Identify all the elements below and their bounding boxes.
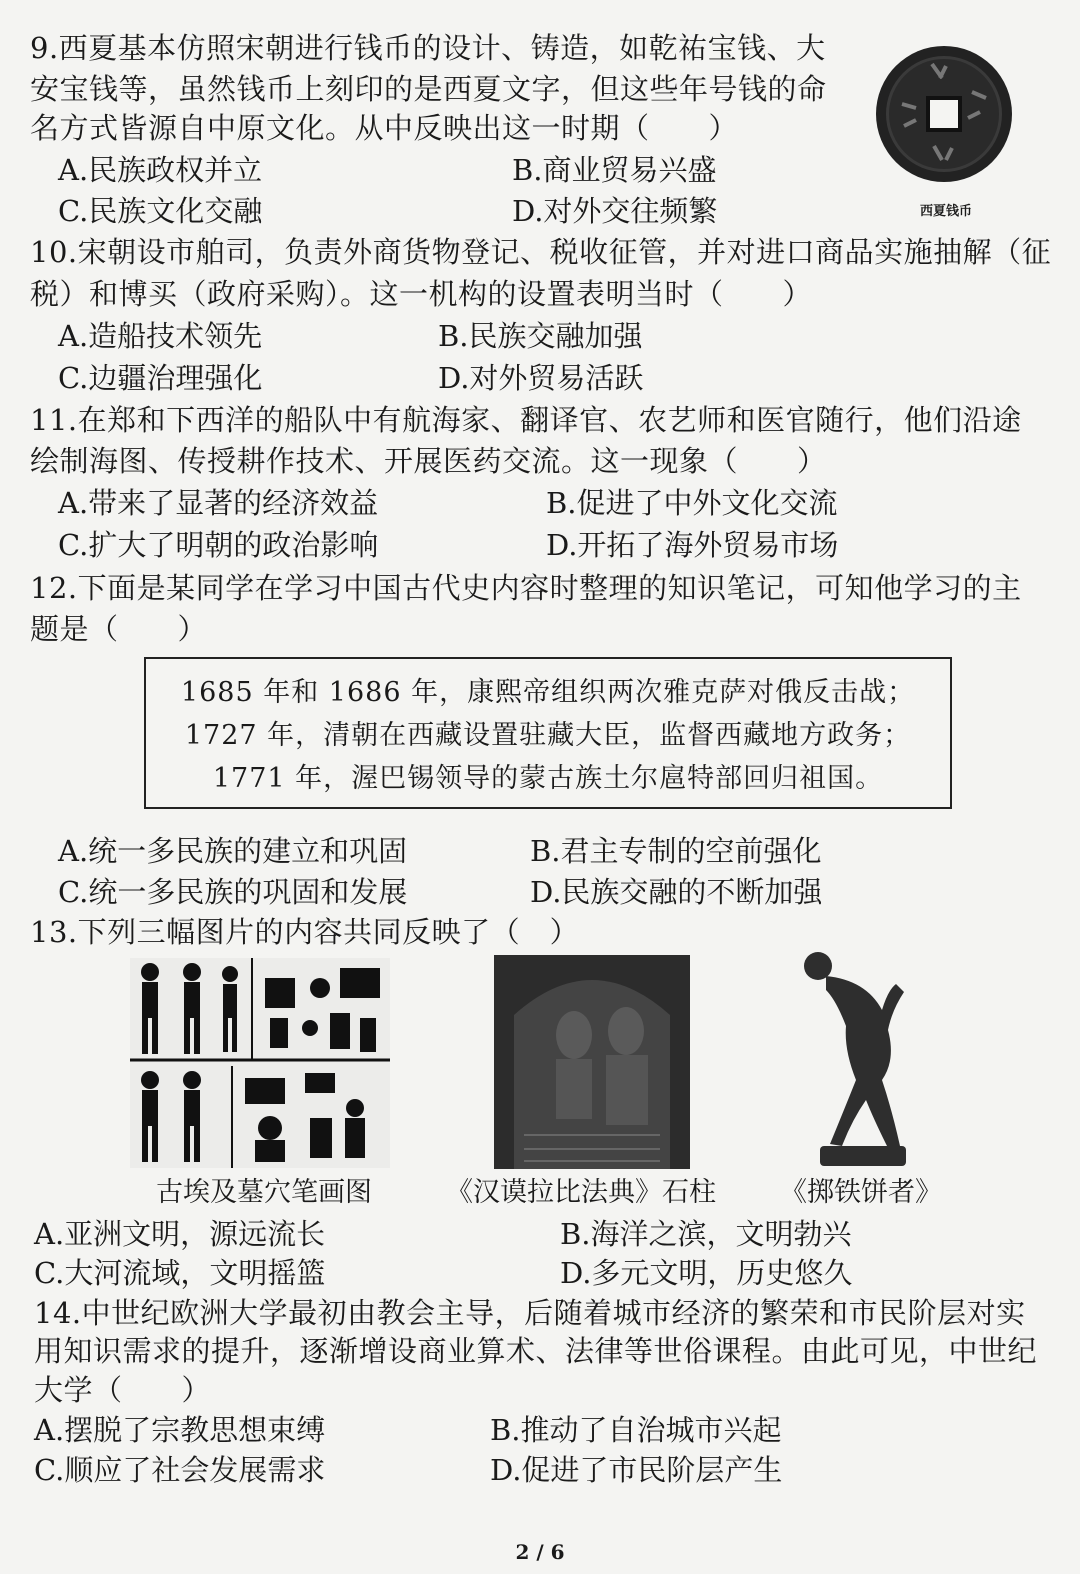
q12-line-1: 12.下面是某同学在学习中国古代史内容时整理的知识笔记，可知他学习的主	[30, 571, 1022, 605]
q12-line-2: 题是（ ）	[30, 612, 208, 646]
q10-option-a: A.造船技术领先	[58, 319, 263, 353]
page-number: 2 / 6	[515, 1540, 565, 1564]
q11-line-2: 绘制海图、传授耕作技术、开展医药交流。这一现象（ ）	[30, 444, 827, 478]
q12-note-3: 1771 年，渥巴锡领导的蒙古族土尔扈特部回归祖国。	[212, 763, 884, 794]
q11-option-c: C.扩大了明朝的政治影响	[58, 528, 379, 562]
egyptian-tomb-painting-image	[130, 958, 390, 1168]
q14-line-3: 大学（ ）	[34, 1373, 212, 1407]
q11-option-d: D.开拓了海外贸易市场	[546, 528, 839, 562]
q9-option-a: A.民族政权并立	[58, 153, 263, 187]
hammurabi-stele-image	[494, 955, 690, 1169]
q11-line-1: 11.在郑和下西洋的船队中有航海家、翻译官、农艺师和医官随行，他们沿途	[30, 403, 1022, 437]
q13-option-c: C.大河流域，文明摇篮	[34, 1256, 326, 1290]
q10-option-c: C.边疆治理强化	[58, 361, 263, 395]
q14-line-2: 用知识需求的提升，逐渐增设商业算术、法律等世俗课程。由此可见，中世纪	[34, 1334, 1038, 1368]
q14-option-d: D.促进了市民阶层产生	[490, 1453, 783, 1487]
q10-option-d: D.对外贸易活跃	[438, 361, 644, 395]
q10-option-b: B.民族交融加强	[438, 319, 643, 353]
caption-discobolus: 《掷铁饼者》	[780, 1177, 942, 1208]
q10-line-1: 10.宋朝设市舶司，负责外商货物登记、税收征管，并对进口商品实施抽解（征	[30, 235, 1052, 269]
q14-option-b: B.推动了自治城市兴起	[490, 1413, 782, 1447]
discobolus-statue-image	[796, 950, 920, 1172]
q9-option-d: D.对外交往频繁	[512, 194, 718, 228]
q9-option-b: B.商业贸易兴盛	[512, 153, 717, 187]
q14-option-a: A.摆脱了宗教思想束缚	[34, 1413, 326, 1447]
xixia-coin-image	[872, 42, 1020, 222]
q12-option-d: D.民族交融的不断加强	[530, 875, 823, 909]
q14-option-c: C.顺应了社会发展需求	[34, 1453, 326, 1487]
q9-line-2: 安宝钱等，虽然钱币上刻印的是西夏文字，但这些年号钱的命	[30, 72, 827, 106]
caption-egyptian-painting: 古埃及墓穴笔画图	[156, 1177, 372, 1208]
q13-option-b: B.海洋之滨，文明勃兴	[560, 1217, 852, 1251]
q12-note-1: 1685 年和 1686 年，康熙帝组织两次雅克萨对俄反击战；	[180, 677, 916, 708]
q13-option-a: A.亚洲文明，源远流长	[34, 1217, 326, 1251]
q10-line-2: 税）和博买（政府采购）。这一机构的设置表明当时（ ）	[30, 277, 813, 311]
q11-option-b: B.促进了中外文化交流	[546, 486, 838, 520]
q12-option-b: B.君主专制的空前强化	[530, 834, 822, 868]
coin-caption: 西夏钱币	[919, 204, 972, 219]
q13-line-1: 13.下列三幅图片的内容共同反映了（ ）	[30, 915, 580, 949]
q14-line-1: 14.中世纪欧洲大学最初由教会主导，后随着城市经济的繁荣和市民阶层对实	[34, 1296, 1026, 1330]
q12-notes-box	[144, 657, 952, 809]
q9-option-c: C.民族文化交融	[58, 194, 263, 228]
q12-option-a: A.统一多民族的建立和巩固	[58, 834, 408, 868]
caption-hammurabi-stele: 《汉谟拉比法典》石柱	[446, 1177, 716, 1208]
q12-option-c: C.统一多民族的巩固和发展	[58, 875, 408, 909]
q9-line-1: 9.西夏基本仿照宋朝进行钱币的设计、铸造，如乾祐宝钱、大	[30, 31, 826, 65]
q12-note-2: 1727 年，清朝在西藏设置驻藏大臣，监督西藏地方政务；	[184, 720, 912, 751]
q11-option-a: A.带来了显著的经济效益	[58, 486, 379, 520]
q9-line-3: 名方式皆源自中原文化。从中反映出这一时期（ ）	[30, 111, 739, 145]
q13-option-d: D.多元文明，历史悠久	[560, 1256, 853, 1290]
